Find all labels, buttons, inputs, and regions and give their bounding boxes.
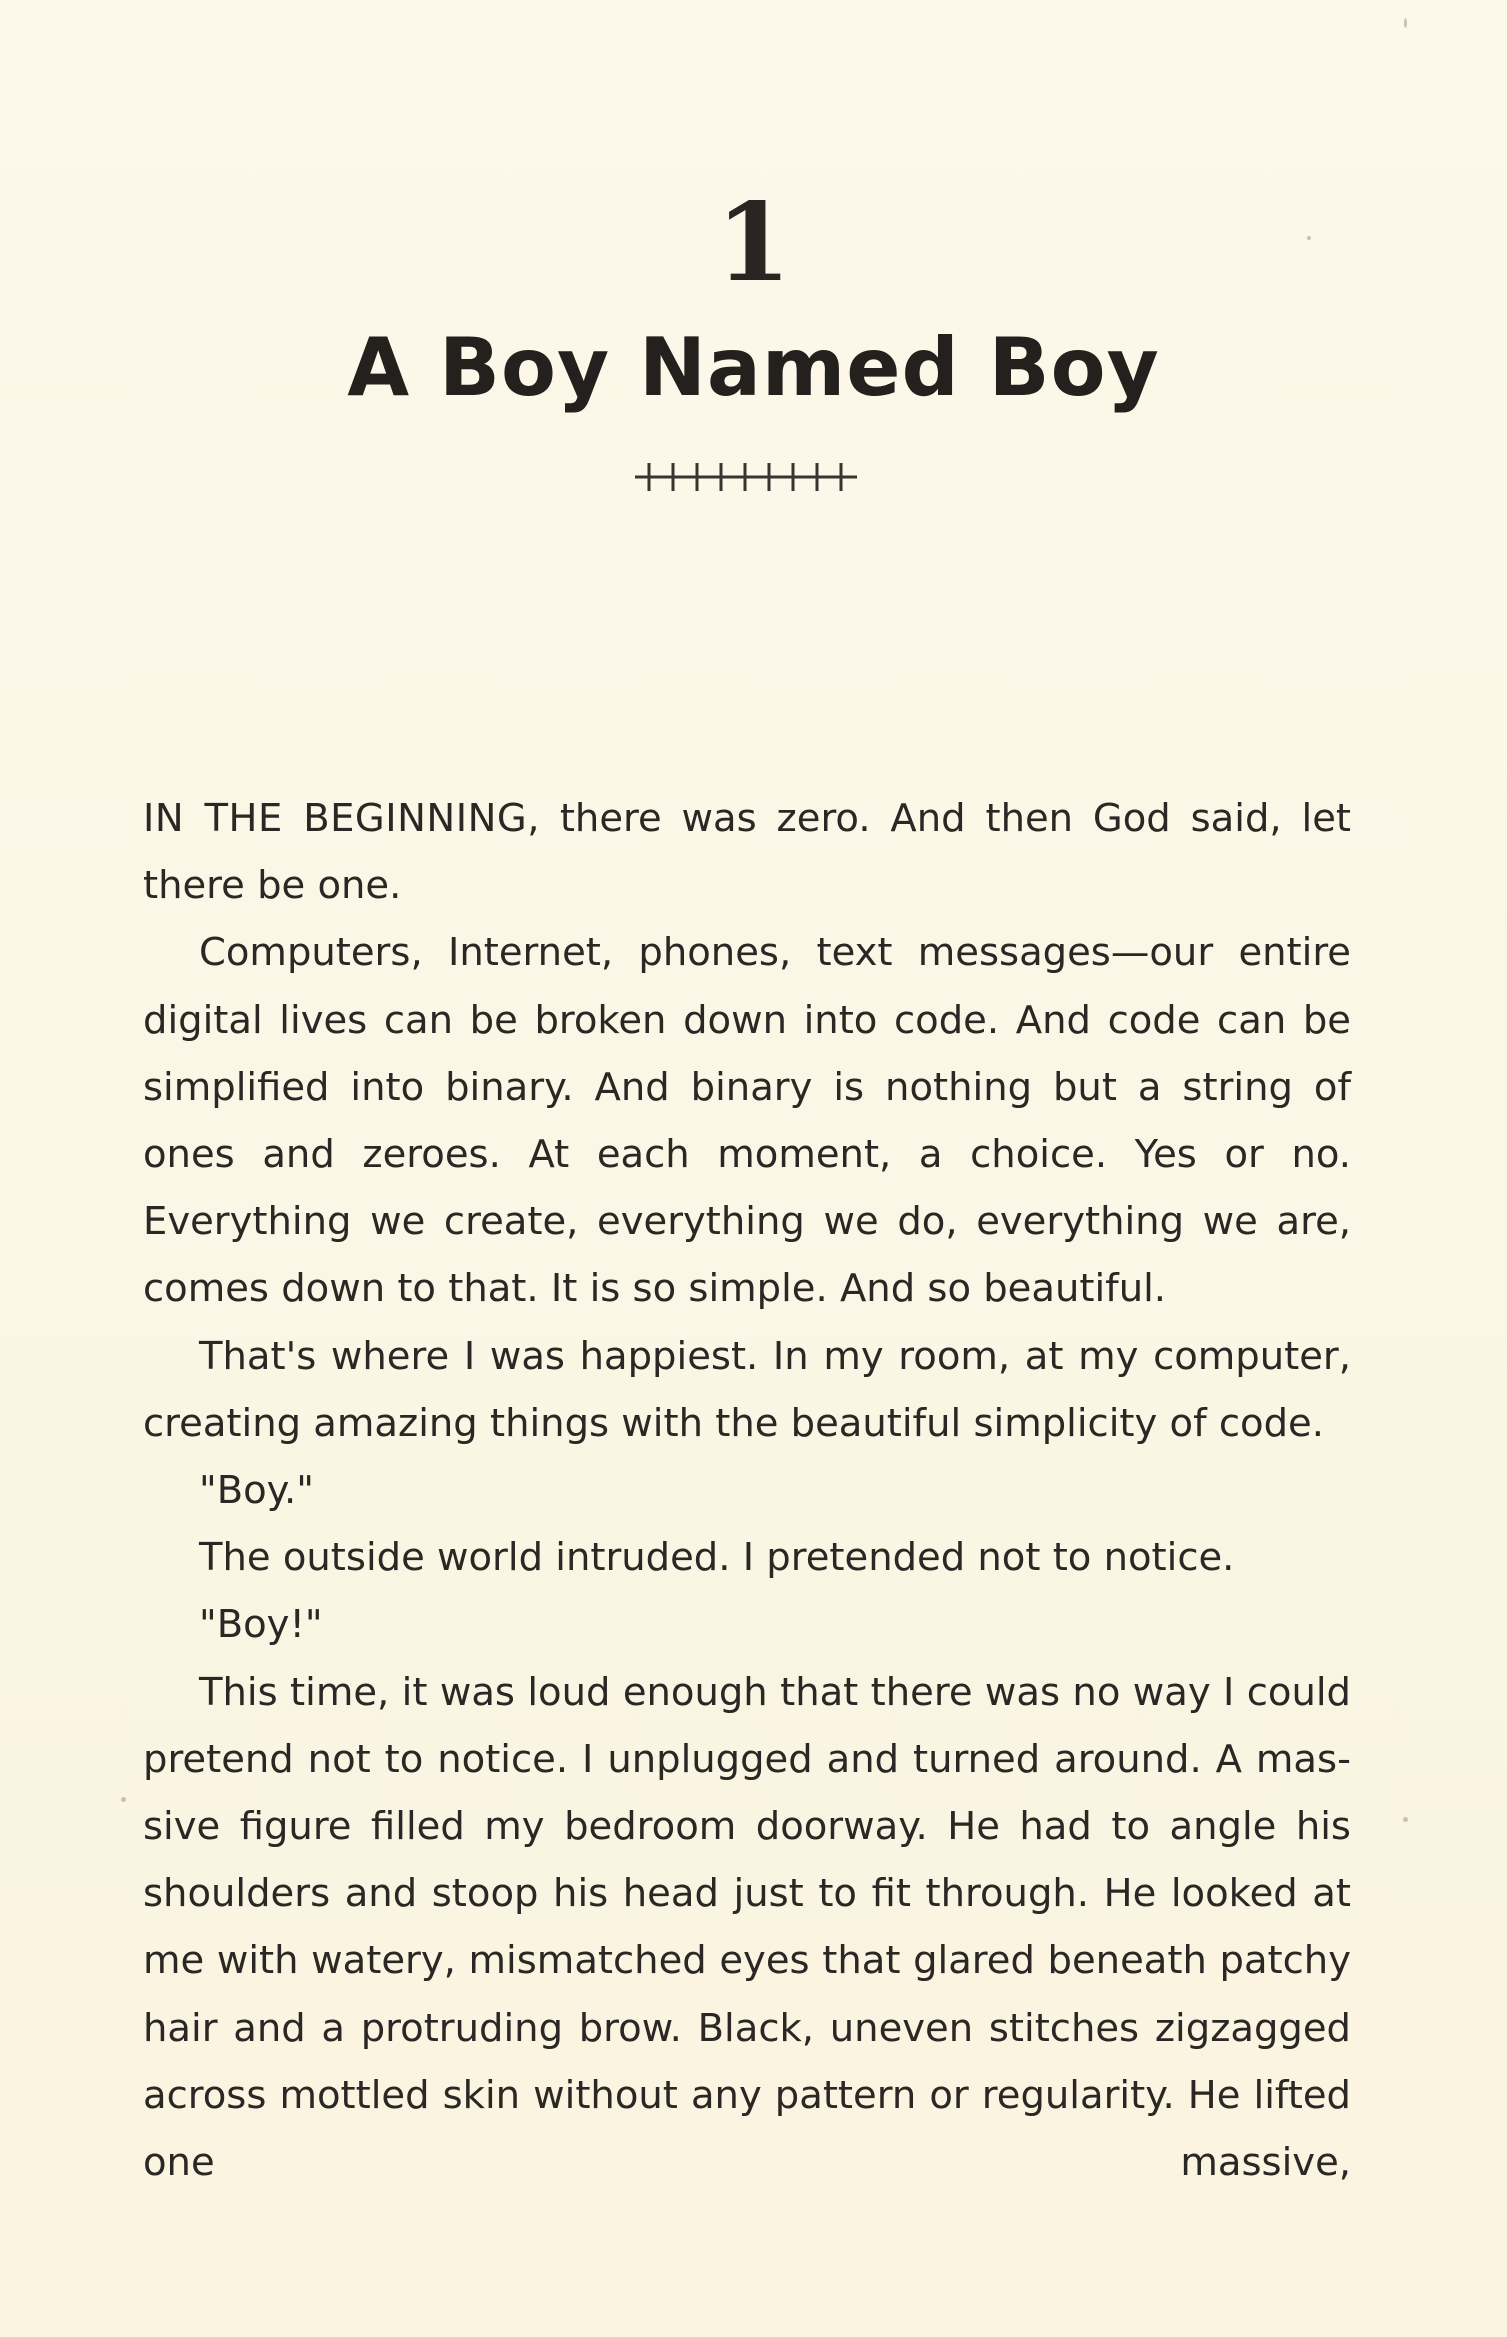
page-speck — [1403, 1817, 1408, 1822]
paragraph-text: there was zero. And then God said, let there be one. — [143, 796, 1351, 909]
page-speck — [1404, 18, 1407, 28]
paragraph: That's where I was happiest. In my room, at my computer, creating amazing things with the beautiful simplicity of code. — [143, 1333, 1351, 1446]
paragraph: Computers, Internet, phones, text messages—our entire digital lives can be broken down into code. And code can be simplified into binary. And binary is nothing but a string of ones and zeroes. At each moment, a choice. Yes or no. Everything we create, everything we do, everything we are, comes down to that. It is so simple. And so beautiful. — [143, 930, 1351, 1312]
paragraph: "Boy!" — [199, 1602, 323, 1648]
paragraph: This time, it was loud enough that there was no way I could pretend not to notice. I unplugged and turned around. A massive figure filled my bedroom doorway. He had to angle his shoulders and stoop his head just to fit through. He looked at me with watery, mismatched eyes that glared beneath patchy hair and a protruding brow. Black, uneven stitches zigzagged across mottled skin without any pattern or regularity. He lifted one massive, — [143, 1669, 1351, 2186]
paragraph: The outside world intruded. I pretended not to notice. — [199, 1535, 1235, 1581]
chapter-number: 1 — [715, 180, 792, 306]
opening-caps: IN THE BEGINNING, — [143, 796, 540, 841]
chapter-title: A Boy Named Boy — [347, 321, 1160, 414]
stitch-ornament — [633, 458, 859, 496]
page-speck — [121, 1797, 126, 1802]
chapter-body — [143, 785, 1351, 2196]
page-speck — [1307, 236, 1311, 240]
paragraph: "Boy." — [199, 1468, 314, 1514]
paragraph — [143, 785, 1351, 919]
